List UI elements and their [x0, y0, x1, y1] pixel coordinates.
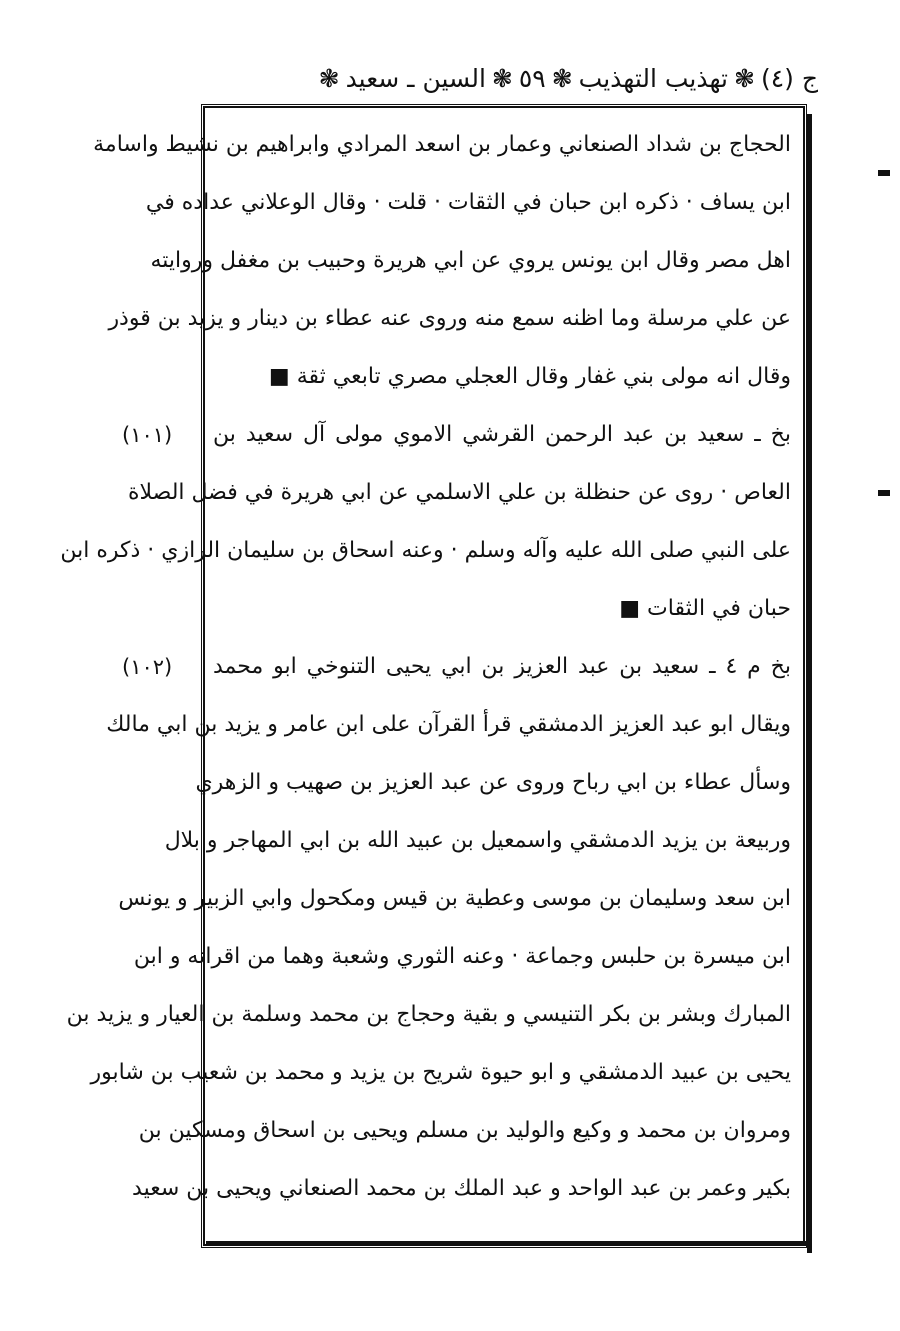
text-line: ابن يساف · ذكره ابن حبان في الثقات · قلت · وقال الوعلاني عداده في [145, 190, 791, 215]
ornament-icon: ❃ [734, 63, 755, 93]
book-title: تهذيب التهذيب [578, 63, 728, 93]
entry-number-102: (١٠٢) [122, 655, 173, 679]
text-line: وربيعة بن يزيد الدمشقي واسمعيل بن عبيد الله بن ابي المهاجر و بلال [164, 828, 791, 853]
text-line: اهل مصر وقال ابن يونس يروي عن ابي هريرة وحبيب بن مغفل وروايته [150, 248, 791, 273]
page-header [182, 58, 818, 98]
text-line: ويقال ابو عبد العزيز الدمشقي قرأ القرآن على ابن عامر و يزيد بن ابي مالك [106, 712, 791, 737]
text-line: ومروان بن محمد و وكيع والوليد بن مسلم ويحيى بن اسحاق ومسكين بن [138, 1118, 791, 1143]
text-line: على النبي صلى الله عليه وآله وسلم · وعنه اسحاق بن سليمان الرازي · ذكره ابن [60, 538, 791, 563]
text-line: ابن سعد وسليمان بن موسى وعطية بن قيس ومكحول وابي الزبير و يونس [118, 886, 791, 911]
volume-label: ج (٤) [760, 63, 818, 93]
text-line: وقال انه مولى بني غفار وقال العجلي مصري تابعي ثقة ■ [268, 364, 791, 389]
entry-number-101: (١٠١) [122, 423, 173, 447]
entry-heading: بخ م ٤ ـ سعيد بن عبد العزيز بن ابي يحيى التنوخي ابو محمد [213, 654, 792, 679]
text-line: الحجاج بن شداد الصنعاني وعمار بن اسعد المرادي وابراهيم بن نشيط واسامة [93, 132, 791, 157]
ornament-icon: ❃ [491, 63, 513, 93]
ornament-icon: ❃ [318, 63, 340, 93]
page-number: ٥٩ [518, 63, 546, 93]
margin-mark [878, 490, 890, 496]
text-line: يحيى بن عبيد الدمشقي و ابو حيوة شريح بن يزيد و محمد بن شعيب بن شابور [90, 1060, 791, 1085]
entry-heading: بخ ـ سعيد بن عبد الرحمن القرشي الاموي مولى آل سعيد بن [213, 422, 791, 447]
text-line: ابن ميسرة بن حلبس وجماعة · وعنه الثوري وشعبة وهما من اقرانه و ابن [133, 944, 791, 969]
text-line: المبارك وبشر بن بكر التنيسي و بقية وحجاج بن محمد وسلمة بن العيار و يزيد بن [66, 1002, 791, 1027]
text-line: بكير وعمر بن عبد الواحد و عبد الملك بن محمد الصنعاني ويحيى بن سعيد [132, 1176, 791, 1201]
margin-mark [878, 170, 890, 176]
text-line: العاص · روى عن حنظلة بن علي الاسلمي عن ابي هريرة في فضل الصلاة [127, 480, 791, 505]
ornament-icon: ❃ [551, 63, 573, 93]
text-line: عن علي مرسلة وما اظنه سمع منه وروى عنه عطاء بن دينار و يزيد بن قوذر [108, 306, 791, 331]
frame-shadow [206, 1241, 810, 1246]
section-title: السين ـ سعيد [345, 63, 486, 93]
text-line: وسأل عطاء بن ابي رباح وروى عن عبد العزيز بن صهيب و الزهري [195, 770, 791, 795]
text-line: حبان في الثقات ■ [619, 596, 791, 621]
